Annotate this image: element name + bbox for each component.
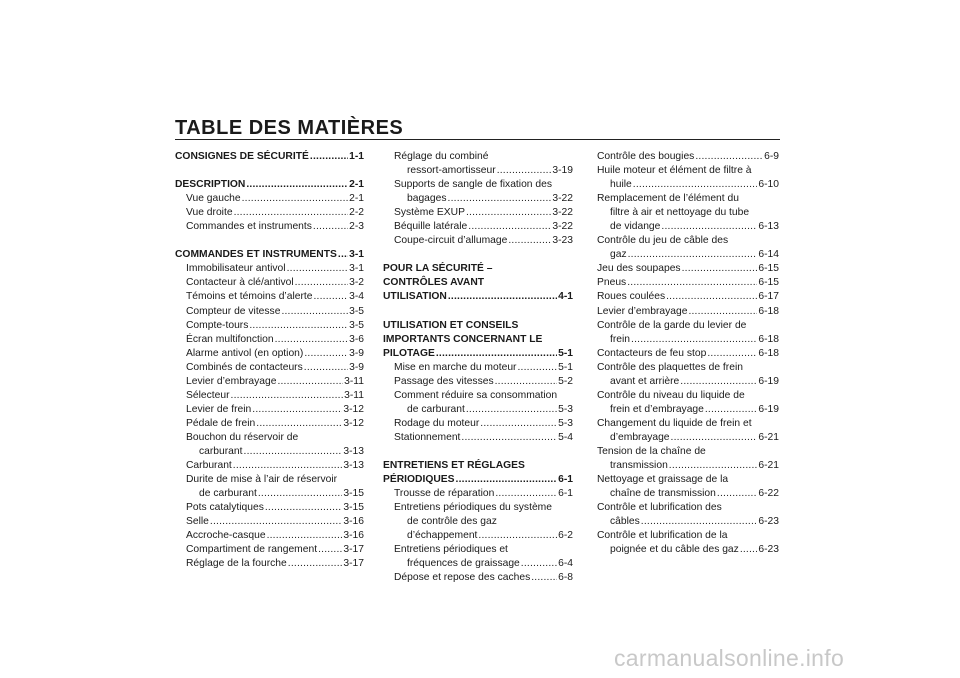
toc-leader-dots: [671, 431, 758, 445]
toc-leader-dots: [631, 333, 757, 347]
toc-leader-dots: [448, 192, 552, 206]
toc-entry: [175, 262, 364, 276]
toc-entry-title: Contacteur à clé/antivol: [186, 277, 294, 289]
toc-page-number: 6-21: [758, 431, 779, 443]
toc-section-heading-line: CONTRÔLES AVANT: [383, 277, 485, 289]
toc-leader-dots: [740, 543, 758, 557]
toc-leader-dots: [277, 375, 343, 389]
toc-entry-title: Carburant: [186, 460, 232, 472]
toc-entry-title: Pneus: [597, 277, 627, 289]
toc-entry-line: Contrôle et lubrification des: [597, 502, 722, 514]
toc-entry-title: de vidange: [610, 221, 661, 233]
toc-leader-dots: [313, 220, 348, 234]
toc-entry-title: Immobilisateur antivol: [186, 263, 286, 275]
toc-leader-dots: [495, 487, 557, 501]
toc-entry: [586, 487, 779, 501]
toc-leader-dots: [287, 262, 349, 276]
toc-entry-title: transmission: [610, 460, 668, 472]
toc-entry: [175, 459, 364, 473]
toc-leader-dots: [313, 290, 348, 304]
toc-entry-title: Écran multifonction: [186, 333, 274, 345]
toc-page-number: 3-12: [343, 417, 364, 429]
toc-page-number: 6-2: [558, 530, 573, 542]
toc-leader-dots: [478, 529, 557, 543]
toc-column-2: [383, 150, 573, 585]
toc-page-number: 6-22: [758, 488, 779, 500]
toc-entry-line: Bouchon du réservoir de: [186, 431, 299, 443]
toc-page-number: 3-16: [343, 516, 364, 528]
toc-section-entry: [383, 347, 573, 361]
toc-entry: [175, 375, 364, 389]
toc-page-number: 5-1: [558, 361, 573, 373]
toc-leader-dots: [338, 248, 348, 262]
toc-leader-dots: [436, 347, 557, 361]
toc-entry: [175, 192, 364, 206]
toc-entry: [586, 459, 779, 473]
toc-entry-title: Compteur de vitesse: [186, 305, 281, 317]
toc-leader-dots: [252, 403, 342, 417]
toc-entry-title: DESCRIPTION: [175, 179, 246, 191]
toc-entry-title: Combinés de contacteurs: [186, 361, 303, 373]
toc-section-heading-line: IMPORTANTS CONCERNANT LE: [383, 333, 543, 345]
toc-page-number: 6-18: [758, 347, 779, 359]
toc-entry-title: Béquille latérale: [394, 221, 468, 233]
toc-page-number: 6-8: [558, 572, 573, 584]
toc-section-entry: [383, 290, 573, 304]
title-rule: [175, 139, 780, 140]
toc-entry-title: Levier d’embrayage: [597, 305, 688, 317]
watermark: carmanualsonline.info: [614, 645, 845, 671]
toc-entry: [175, 487, 364, 501]
toc-entry: [586, 290, 779, 304]
toc-entry: [586, 515, 779, 529]
toc-entry: [175, 347, 364, 361]
toc-leader-dots: [466, 403, 557, 417]
toc-leader-dots: [231, 389, 344, 403]
toc-entry-title: Dépose et repose des caches: [394, 572, 531, 584]
toc-entry: [586, 431, 779, 445]
toc-entry-title: câbles: [610, 516, 640, 528]
toc-entry-title: Vue gauche: [186, 193, 241, 205]
toc-page-number: 5-3: [558, 417, 573, 429]
toc-spacer: [383, 305, 573, 319]
toc-entry-title: Selle: [186, 516, 209, 528]
toc-entry: [586, 276, 779, 290]
toc-entry-line: Contrôle du jeu de câble des: [597, 235, 729, 247]
toc-page-number: 6-10: [758, 179, 779, 191]
toc-page-number: 3-11: [344, 375, 364, 387]
toc-leader-dots: [669, 459, 758, 473]
toc-entry-title: fréquences de graissage: [407, 558, 520, 570]
toc-entry-title: Contacteurs de feu stop: [597, 347, 707, 359]
toc-leader-dots: [480, 417, 557, 431]
toc-entry: [383, 220, 573, 234]
toc-entry: [175, 529, 364, 543]
toc-page-number: 3-9: [349, 347, 364, 359]
toc-entry-title: d’embrayage: [610, 431, 670, 443]
toc-page-number: 2-1: [349, 193, 364, 205]
toc-leader-dots: [246, 178, 348, 192]
toc-leader-dots: [281, 305, 348, 319]
toc-entry-line: Contrôle du niveau du liquide de: [597, 389, 745, 401]
toc-page-number: 3-15: [343, 502, 364, 514]
toc-entry-title: Compartiment de rangement: [186, 544, 318, 556]
toc-page-number: 3-5: [349, 305, 364, 317]
toc-leader-dots: [456, 473, 558, 487]
toc-entry-title: Témoins et témoins d’alerte: [186, 291, 313, 303]
toc-page-number: 6-21: [758, 460, 779, 472]
toc-entry: [175, 305, 364, 319]
toc-column-1: [175, 150, 364, 571]
toc-entry: [383, 192, 573, 206]
toc-page-number: 3-9: [349, 361, 364, 373]
toc-page-number: 3-1: [349, 263, 364, 275]
toc-entry: [586, 178, 779, 192]
page-title: TABLE DES MATIÈRES: [175, 117, 404, 139]
toc-leader-dots: [242, 192, 349, 206]
toc-section-entry: [175, 248, 364, 262]
toc-page-number: 6-15: [758, 277, 779, 289]
toc-spacer: [175, 164, 364, 178]
toc-page-number: 1-1: [349, 151, 364, 162]
toc-entry-line: Durite de mise à l’air de réservoir: [186, 474, 338, 486]
toc-entry-title: Compte-tours: [186, 319, 249, 331]
toc-entry: [383, 431, 573, 445]
toc-leader-dots: [627, 276, 757, 290]
toc-leader-dots: [531, 571, 557, 585]
toc-entry-title: Réglage de la fourche: [186, 558, 287, 570]
toc-entry: [383, 375, 573, 389]
toc-page-number: 3-19: [552, 165, 573, 177]
toc-entry-title: Mise en marche du moteur: [394, 361, 517, 373]
toc-entry-title: de carburant: [407, 403, 465, 415]
toc-entry-title: poignée et du câble des gaz: [610, 544, 739, 556]
toc-page-number: 6-18: [758, 333, 779, 345]
toc-entry: [586, 305, 779, 319]
toc-page-number: 6-19: [758, 375, 779, 387]
toc-leader-dots: [448, 290, 557, 304]
toc-entry-title: Pots catalytiques: [186, 502, 264, 514]
toc-page-number: 6-14: [758, 249, 779, 261]
toc-entry-title: Pédale de frein: [186, 417, 256, 429]
toc-page-number: 6-1: [558, 474, 573, 486]
toc-section-entry: [175, 178, 364, 192]
toc-entry-title: carburant: [199, 445, 243, 457]
toc-entry: [175, 501, 364, 515]
toc-entry: [175, 445, 364, 459]
toc-leader-dots: [258, 487, 343, 501]
toc-entry-line: Entretiens périodiques du système: [394, 502, 552, 514]
toc-entry: [175, 361, 364, 375]
toc-entry-title: Vue droite: [186, 207, 233, 219]
toc-entry-title: Système EXUP: [394, 207, 465, 219]
toc-entry: [383, 361, 573, 375]
toc-page-number: 6-17: [758, 291, 779, 303]
toc-leader-dots: [275, 333, 349, 347]
toc-leader-dots: [682, 262, 758, 276]
toc-entry: [586, 150, 779, 164]
toc-spacer: [175, 234, 364, 248]
toc-entry: [383, 529, 573, 543]
toc-leader-dots: [249, 319, 348, 333]
toc-page-number: 3-22: [552, 193, 573, 205]
toc-leader-dots: [717, 487, 758, 501]
toc-entry: [175, 515, 364, 529]
toc-entry-title: Alarme antivol (en option): [186, 347, 304, 359]
toc-page-number: 6-1: [558, 488, 573, 500]
toc-leader-dots: [466, 206, 551, 220]
toc-section-entry: [383, 473, 573, 487]
toc-leader-dots: [468, 220, 551, 234]
toc-entry: [383, 234, 573, 248]
toc-spacer: [383, 445, 573, 459]
toc-entry-title: frein et d’embrayage: [610, 403, 704, 415]
toc-entry-title: Sélecteur: [186, 389, 230, 401]
toc-entry: [586, 347, 779, 361]
toc-leader-dots: [633, 178, 758, 192]
toc-entry-title: CONSIGNES DE SÉCURITÉ: [175, 151, 309, 162]
toc-entry: [175, 543, 364, 557]
toc-page-number: 3-5: [349, 319, 364, 331]
toc-entry-line: Contrôle et lubrification de la: [597, 530, 728, 542]
toc-entry-title: Levier de frein: [186, 403, 252, 415]
toc-section-heading-line: UTILISATION ET CONSEILS: [383, 319, 519, 331]
toc-entry: [586, 375, 779, 389]
toc-page-number: 5-3: [558, 403, 573, 415]
toc-page-number: 3-22: [552, 207, 573, 219]
toc-page-number: 5-1: [558, 347, 573, 359]
toc-entry-line: Entretiens périodiques et: [394, 544, 508, 556]
toc-leader-dots: [680, 375, 757, 389]
toc-leader-dots: [661, 220, 757, 234]
toc-entry-title: huile: [610, 179, 632, 191]
toc-entry: [383, 487, 573, 501]
toc-entry-title: ressort-amortisseur: [407, 165, 496, 177]
toc-leader-dots: [666, 290, 757, 304]
toc-entry-line: Comment réduire sa consommation: [394, 389, 558, 401]
toc-leader-dots: [267, 529, 343, 543]
toc-entry-title: COMMANDES ET INSTRUMENTS: [175, 249, 337, 261]
toc-section-heading-line: ENTRETIENS ET RÉGLAGES: [383, 460, 525, 472]
toc-entry-line: Réglage du combiné: [394, 151, 489, 162]
toc-entry-line: Contrôle de la garde du levier de: [597, 319, 747, 331]
toc-page-number: 6-23: [758, 544, 779, 556]
toc-entry: [175, 319, 364, 333]
toc-leader-dots: [707, 347, 757, 361]
toc-entry-title: chaîne de transmission: [610, 488, 716, 500]
toc-entry: [175, 389, 364, 403]
toc-entry: [383, 403, 573, 417]
toc-section-entry: [175, 150, 364, 164]
toc-page-number: 6-19: [758, 403, 779, 415]
toc-page-number: 3-6: [349, 333, 364, 345]
toc-entry-line: Changement du liquide de frein et: [597, 417, 752, 429]
toc-page-number: 6-15: [758, 263, 779, 275]
toc-entry: [586, 403, 779, 417]
toc-entry: [383, 417, 573, 431]
toc-entry: [586, 333, 779, 347]
toc-page-number: 2-3: [349, 221, 364, 233]
toc-page-number: 3-22: [552, 221, 573, 233]
toc-entry-title: Stationnement: [394, 431, 461, 443]
toc-page-number: 6-13: [758, 221, 779, 233]
toc-leader-dots: [517, 361, 557, 375]
toc-page-number: 6-18: [758, 305, 779, 317]
toc-leader-dots: [265, 501, 343, 515]
toc-entry: [586, 262, 779, 276]
toc-column-3: [586, 150, 779, 557]
toc-entry-line: Remplacement de l’élément du: [597, 193, 739, 205]
toc-entry: [586, 248, 779, 262]
toc-entry-title: Passage des vitesses: [394, 375, 494, 387]
toc-leader-dots: [641, 515, 758, 529]
toc-page-number: 5-4: [558, 431, 573, 443]
toc-leader-dots: [688, 305, 757, 319]
toc-leader-dots: [628, 248, 758, 262]
toc-leader-dots: [210, 515, 342, 529]
toc-entry-title: Commandes et instruments: [186, 221, 312, 233]
toc-page-number: 3-17: [343, 558, 364, 570]
toc-entry-title: UTILISATION: [383, 291, 447, 303]
toc-page-number: 6-4: [558, 558, 573, 570]
toc-entry-title: Roues coulées: [597, 291, 666, 303]
toc-entry-line: Supports de sangle de fixation des: [394, 179, 552, 191]
toc-entry-title: bagages: [407, 193, 447, 205]
toc-page-number: 3-23: [552, 235, 573, 247]
toc-entry: [383, 206, 573, 220]
toc-leader-dots: [295, 276, 349, 290]
toc-page-number: 3-12: [343, 403, 364, 415]
toc-leader-dots: [318, 543, 342, 557]
toc-leader-dots: [495, 375, 558, 389]
toc-leader-dots: [256, 417, 342, 431]
toc-entry-title: Coupe-circuit d’allumage: [394, 235, 508, 247]
toc-entry: [175, 290, 364, 304]
toc-leader-dots: [310, 150, 348, 164]
toc-page-number: 4-1: [558, 291, 573, 303]
toc-leader-dots: [244, 445, 343, 459]
toc-entry-line: de contrôle des gaz: [407, 516, 497, 528]
toc-page-number: 3-13: [343, 460, 364, 472]
toc-entry: [175, 417, 364, 431]
toc-leader-dots: [288, 557, 343, 571]
toc-entry-title: Accroche-casque: [186, 530, 266, 542]
toc-entry: [175, 403, 364, 417]
toc-entry-title: PILOTAGE: [383, 347, 435, 359]
toc-leader-dots: [705, 403, 758, 417]
toc-leader-dots: [304, 361, 348, 375]
toc-entry-line: Huile moteur et élément de filtre à: [597, 165, 752, 177]
toc-page-number: 5-2: [558, 375, 573, 387]
toc-leader-dots: [521, 557, 557, 571]
toc-entry-line: Contrôle des plaquettes de frein: [597, 361, 743, 373]
toc-entry-title: Rodage du moteur: [394, 417, 480, 429]
toc-entry: [175, 557, 364, 571]
toc-entry-title: Jeu des soupapes: [597, 263, 681, 275]
toc-page-number: 3-13: [343, 445, 364, 457]
toc-leader-dots: [497, 164, 552, 178]
toc-leader-dots: [234, 206, 349, 220]
toc-entry-title: PÉRIODIQUES: [383, 474, 455, 486]
toc-spacer: [383, 248, 573, 262]
toc-entry-title: gaz: [610, 249, 627, 261]
toc-entry: [383, 557, 573, 571]
toc-entry: [383, 164, 573, 178]
toc-page-number: 2-1: [349, 179, 364, 191]
toc-entry-title: Trousse de réparation: [394, 488, 495, 500]
toc-leader-dots: [695, 150, 763, 164]
toc-entry: [586, 220, 779, 234]
toc-entry: [175, 333, 364, 347]
toc-entry: [175, 276, 364, 290]
toc-leader-dots: [508, 234, 551, 248]
toc-page-number: 3-16: [343, 530, 364, 542]
toc-leader-dots: [461, 431, 557, 445]
toc-entry: [175, 220, 364, 234]
toc-entry-title: Contrôle des bougies: [597, 151, 695, 162]
toc-entry-line: Nettoyage et graissage de la: [597, 474, 729, 486]
toc-section-heading-line: POUR LA SÉCURITÉ –: [383, 263, 493, 275]
toc-page-number: 3-17: [343, 544, 364, 556]
toc-page-number: 3-15: [343, 488, 364, 500]
toc-entry: [175, 206, 364, 220]
toc-page-number: 6-9: [764, 151, 779, 162]
toc-page-number: 3-1: [349, 249, 364, 261]
toc-entry-title: avant et arrière: [610, 375, 680, 387]
toc-page-number: 3-4: [349, 291, 364, 303]
toc-page-number: 6-23: [758, 516, 779, 528]
toc-entry-title: Levier d’embrayage: [186, 375, 277, 387]
toc-page-number: 3-11: [344, 389, 364, 401]
toc-page-number: 3-2: [349, 277, 364, 289]
toc-entry-title: d’échappement: [407, 530, 478, 542]
toc-entry: [586, 543, 779, 557]
toc-leader-dots: [233, 459, 343, 473]
toc-entry-title: de carburant: [199, 488, 257, 500]
toc-leader-dots: [304, 347, 348, 361]
toc-entry: [383, 571, 573, 585]
toc-entry-line: filtre à air et nettoyage du tube: [610, 207, 750, 219]
toc-page-number: 2-2: [349, 207, 364, 219]
toc-entry-title: frein: [610, 333, 631, 345]
toc-entry-line: Tension de la chaîne de: [597, 445, 706, 457]
